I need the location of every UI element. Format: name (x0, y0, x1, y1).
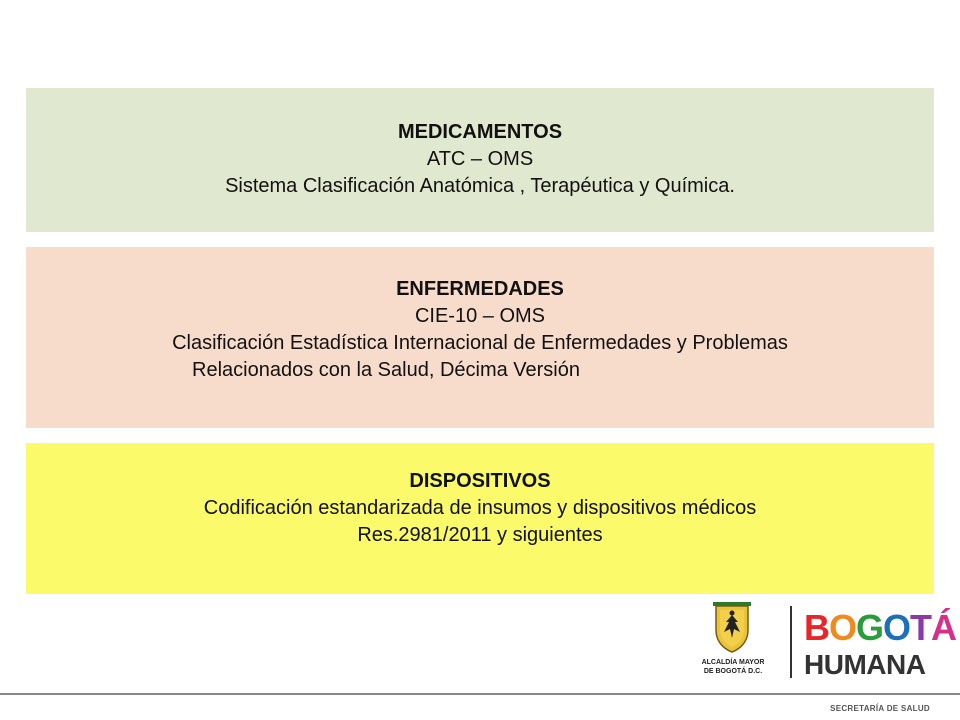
logo-area (680, 600, 957, 690)
coat-of-arms-icon (710, 602, 754, 654)
bogota-humana-logo (802, 602, 957, 688)
section-line: CIE-10 – OMS (414, 305, 546, 327)
alcaldia-line: DE BOGOTÁ D.C. (703, 668, 763, 675)
section-title: ENFERMEDADES (396, 278, 564, 300)
section-line: Clasificación Estadística Internacional de Enfermedades y Problemas (172, 332, 788, 354)
humana-word: HUMANA (804, 649, 926, 680)
section-line: Codificación estandarizada de insumos y dispositivos médicos (203, 497, 757, 519)
section-line: Res.2981/2011 y siguientes (357, 524, 603, 546)
section-medicamentos (26, 88, 934, 232)
section-enfermedades (26, 247, 934, 428)
section-line: ATC – OMS (426, 148, 534, 170)
footer-department: SECRETARÍA DE SALUD (830, 704, 930, 713)
logo-divider (790, 606, 792, 678)
section-line: Sistema Clasificación Anatómica , Terapéutica y Química. (225, 175, 735, 197)
section-dispositivos (26, 443, 934, 594)
footer-divider (0, 693, 960, 695)
section-title: MEDICAMENTOS (397, 121, 563, 143)
alcaldia-label (680, 658, 786, 676)
section-line: Relacionados con la Salud, Décima Versión (192, 359, 580, 381)
alcaldia-line: ALCALDÍA MAYOR (701, 659, 765, 666)
section-title: DISPOSITIVOS (409, 470, 551, 492)
bogota-word: BOGOTÁ (804, 607, 957, 648)
